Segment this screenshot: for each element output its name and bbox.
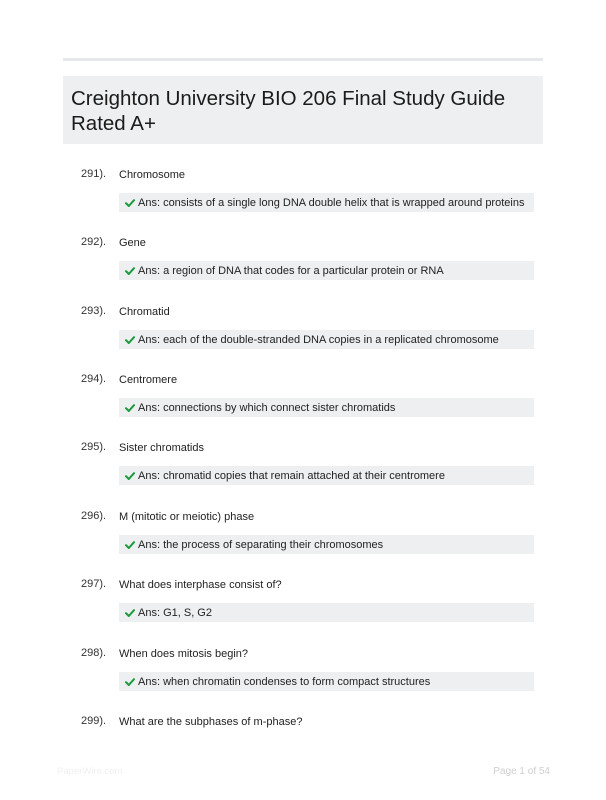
checkmark-icon [125, 198, 135, 208]
question-text: M (mitotic or meiotic) phase [119, 511, 255, 523]
question-text: Chromatid [119, 306, 170, 318]
question-text: Sister chromatids [119, 442, 204, 454]
answer-box [119, 603, 534, 622]
question-number: 299). [81, 715, 107, 727]
question-text: When does mitosis begin? [119, 648, 249, 660]
checkmark-icon [125, 608, 135, 618]
answer-text: Ans: a region of DNA that codes for a particular protein or RNA [138, 264, 444, 277]
question-number: 297). [81, 578, 107, 590]
question-number: 298). [81, 647, 107, 659]
answer-text: Ans: chromatid copies that remain attached at their centromere [138, 469, 445, 482]
question-text: Chromosome [119, 169, 186, 181]
question-number: 296). [81, 510, 107, 522]
question-number: 292). [81, 236, 107, 248]
document-title: Creighton University BIO 206 Final Study Guide Rated A+ [71, 87, 506, 135]
answer-text: Ans: connections by which connect sister chromatids [138, 401, 396, 414]
page-number: Page 1 of 54 [493, 766, 550, 777]
top-divider [63, 58, 543, 61]
footer-watermark: PaperWire.com [57, 766, 123, 777]
checkmark-icon [125, 540, 135, 550]
checkmark-icon [125, 677, 135, 687]
answer-box [119, 672, 534, 691]
question-number: 294). [81, 373, 107, 385]
answer-text: Ans: consists of a single long DNA double helix that is wrapped around proteins [138, 196, 525, 209]
answer-text: Ans: the process of separating their chromosomes [138, 538, 384, 551]
checkmark-icon [125, 335, 135, 345]
answer-box [119, 398, 534, 417]
question-text: Gene [119, 237, 146, 249]
answer-box [119, 535, 534, 554]
answer-box [119, 261, 534, 280]
question-text: What does interphase consist of? [119, 579, 282, 591]
question-number: 291). [81, 168, 107, 180]
question-number: 293). [81, 305, 107, 317]
answer-text: Ans: G1, S, G2 [138, 606, 212, 619]
title-banner [63, 76, 543, 144]
answer-box [119, 466, 534, 485]
answer-box [119, 193, 534, 212]
question-number: 295). [81, 441, 107, 453]
checkmark-icon [125, 266, 135, 276]
checkmark-icon [125, 403, 135, 413]
question-text: What are the subphases of m-phase? [119, 716, 303, 728]
answer-text: Ans: each of the double-stranded DNA copies in a replicated chromosome [138, 333, 499, 346]
checkmark-icon [125, 471, 135, 481]
question-text: Centromere [119, 374, 178, 386]
answer-text: Ans: when chromatin condenses to form compact structures [138, 675, 431, 688]
answer-box [119, 330, 534, 349]
